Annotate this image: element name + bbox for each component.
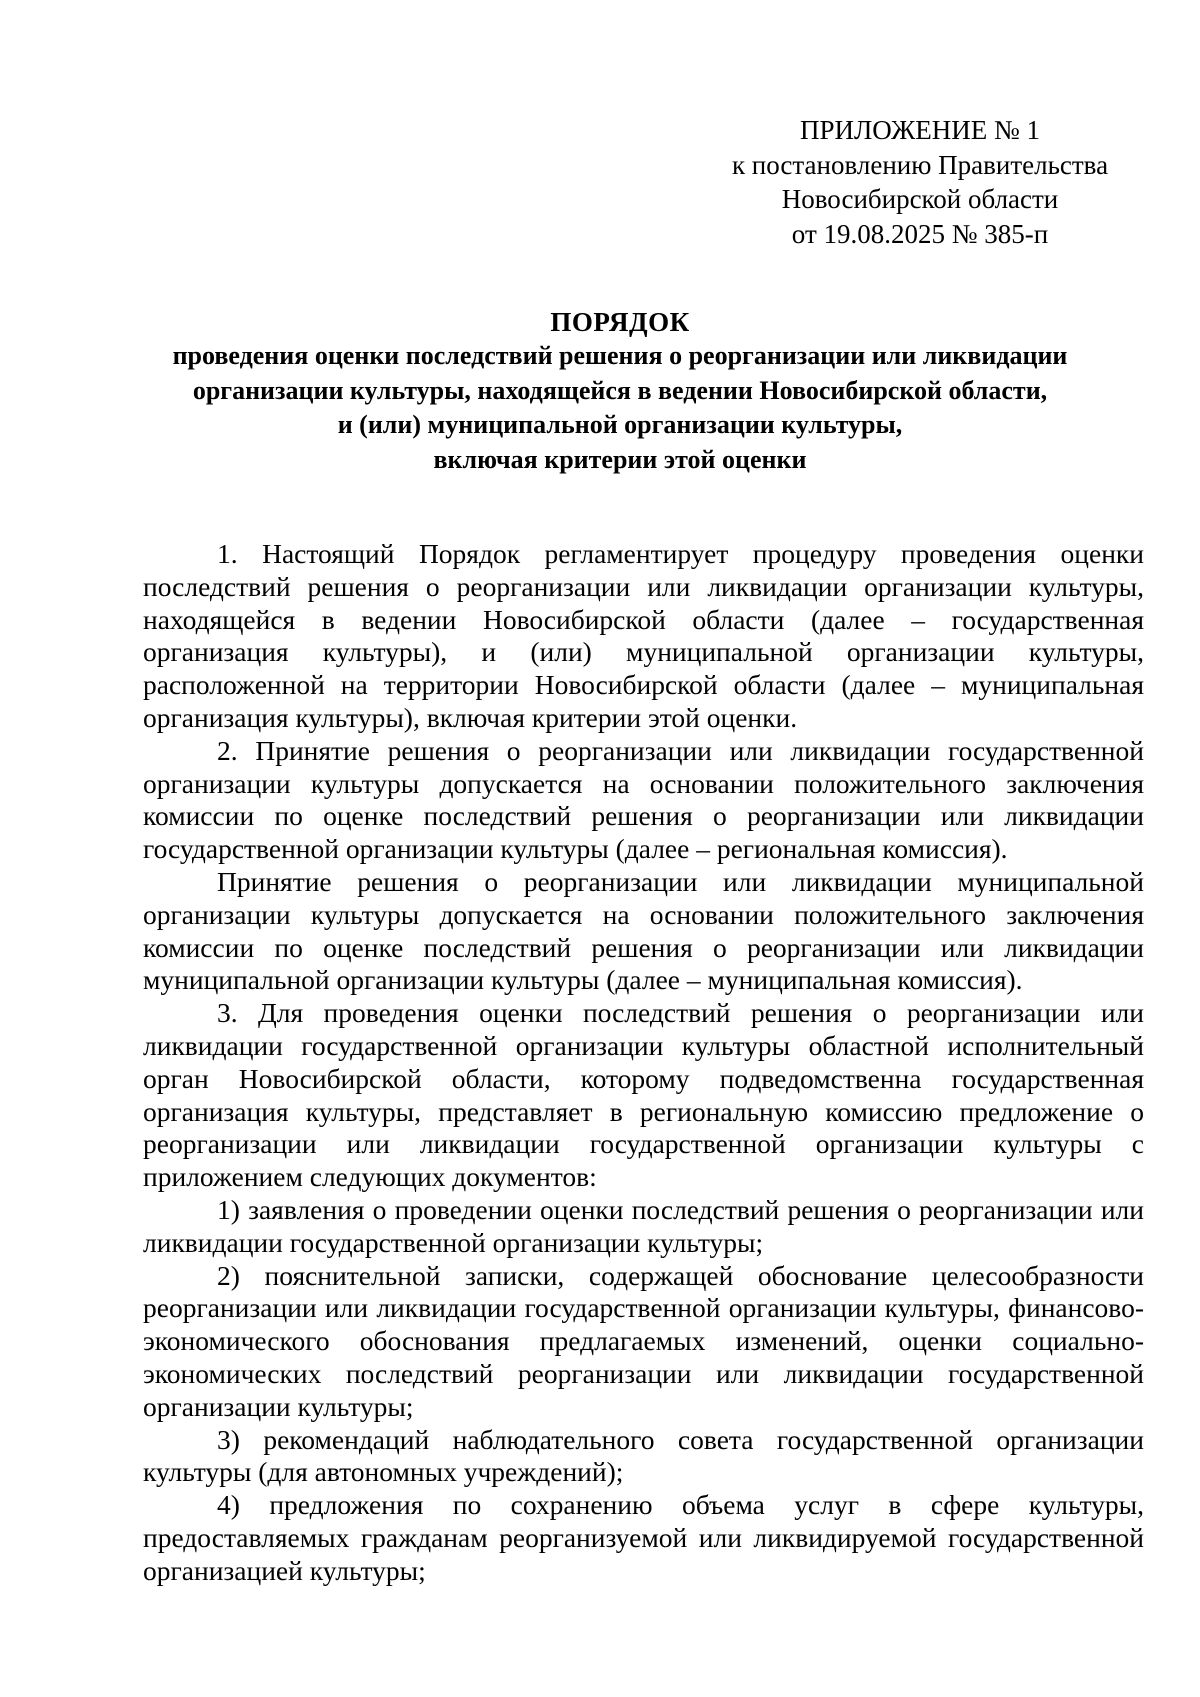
list-item-4: 4) предложения по сохранению объема услуг в сфере культуры, предоставляемых гражданам реорганизуемой или ликвидируемой государственной организацией культуры; bbox=[143, 1489, 1144, 1586]
appendix-date-number: от 19.08.2025 № 385-п bbox=[791, 218, 1049, 249]
paragraph-2-municipal: Принятие решения о реорганизации или ликвидации муниципальной организации культуры допускается на основании положительного заключения комиссии по оценке последствий решения о реорганизации или ликвидации муниципальной организации культуры (далее – муниципальная комиссия). bbox=[143, 865, 1144, 996]
subtitle-line: и (или) муниципальной организации культуры, bbox=[337, 410, 903, 439]
list-item-2: 2) пояснительной записки, содержащей обоснование целесообразности реорганизации или ликвидации государственной организации культуры, финансово-экономического обоснования предлагаемых изменений, оценки социально-экономических последствий реорганизации или ликвидации государственной организации культуры; bbox=[143, 1259, 1144, 1422]
list-item-1: 1) заявления о проведении оценки последствий решения о реорганизации или ликвидации государственной организации культуры; bbox=[143, 1193, 1144, 1258]
paragraph-3: 3. Для проведения оценки последствий решения о реорганизации или ликвидации государственной организации культуры областной исполнительный орган Новосибирской области, которому подведомственна государственная организация культуры, представляет в региональную комиссию предложение о реорганизации или ликвидации государственной организации культуры с приложением следующих документов: bbox=[143, 997, 1144, 1193]
document-body bbox=[143, 538, 1144, 1588]
appendix-reference: к постановлению Правительства bbox=[731, 149, 1109, 180]
list-item-3: 3) рекомендаций наблюдательного совета государственной организации культуры (для автономных учреждений); bbox=[143, 1423, 1144, 1488]
document-subtitle bbox=[120, 339, 1120, 477]
subtitle-line: включая критерии этой оценки bbox=[433, 444, 807, 474]
appendix-number: ПРИЛОЖЕНИЕ № 1 bbox=[799, 115, 1041, 145]
subtitle-line: организации культуры, находящейся в ведении Новосибирской области, bbox=[192, 375, 1048, 405]
appendix-region: Новосибирской области bbox=[781, 184, 1059, 214]
appendix-header bbox=[700, 113, 1140, 251]
paragraph-1: 1. Настоящий Порядок регламентирует процедуру проведения оценки последствий решения о реорганизации или ликвидации организации культуры, находящейся в ведении Новосибирской области (далее – государственная организация культуры), и (или) муниципальной организации культуры, расположенной на территории Новосибирской области (далее – муниципальная организация культуры), включая критерии этой оценки. bbox=[143, 538, 1144, 733]
subtitle-line: проведения оценки последствий решения о реорганизации или ликвидации bbox=[172, 341, 1068, 370]
document-heading: ПОРЯДОК bbox=[550, 307, 690, 337]
document-title bbox=[120, 305, 1120, 477]
paragraph-2: 2. Принятие решения о реорганизации или ликвидации государственной организации культуры допускается на основании положительного заключения комиссии по оценке последствий решения о реорганизации или ликвидации государственной организации культуры (далее – региональная комиссия). bbox=[143, 734, 1144, 865]
